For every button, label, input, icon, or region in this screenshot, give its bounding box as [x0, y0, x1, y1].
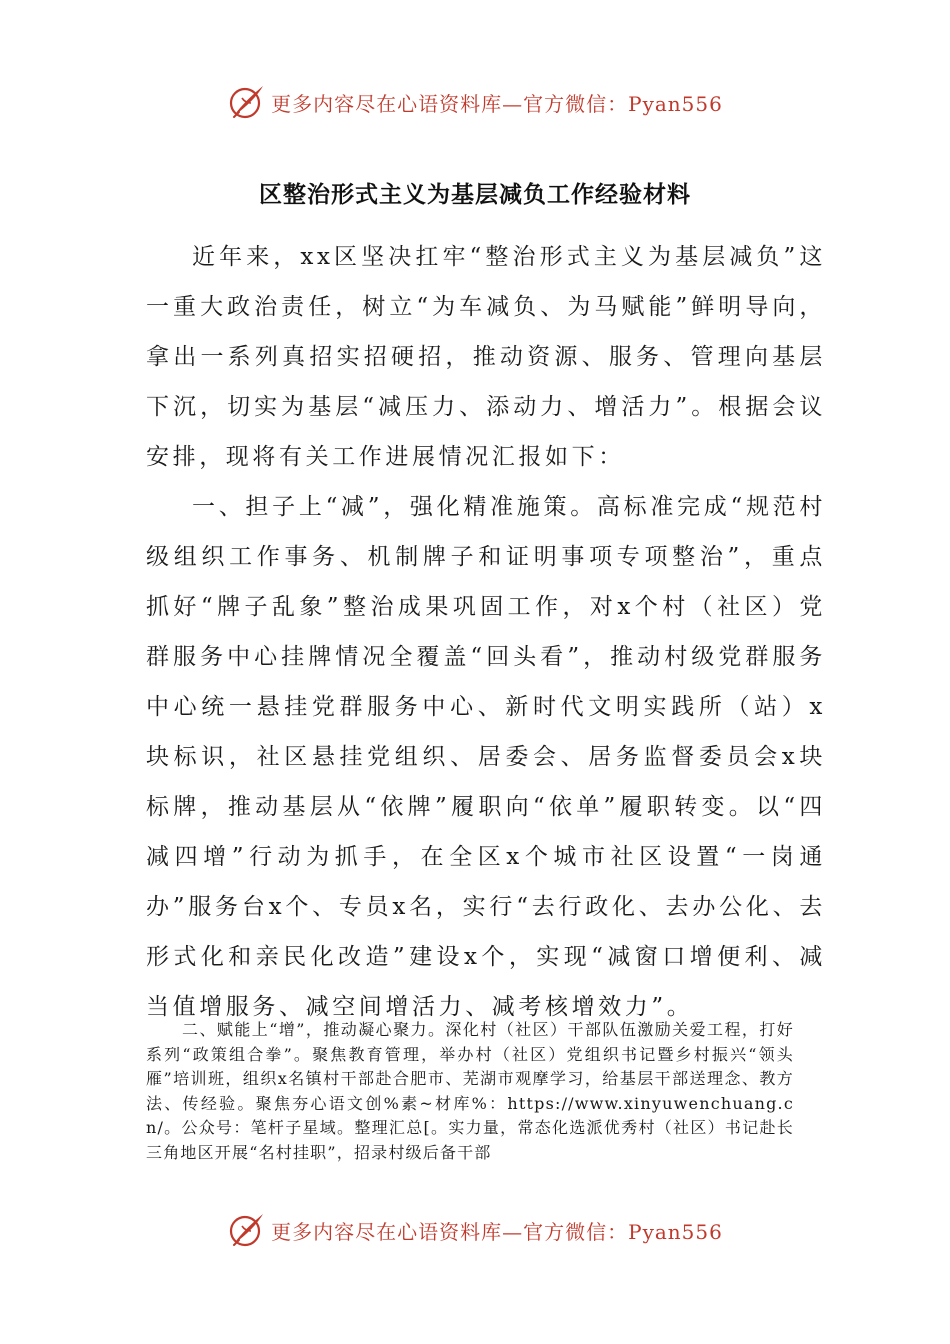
quill-pen-logo-icon [227, 82, 267, 122]
header-banner-text: 更多内容尽在心语资料库—官方微信：Pyan556 [271, 91, 723, 116]
footer-banner-text: 更多内容尽在心语资料库—官方微信：Pyan556 [271, 1219, 723, 1244]
section-one-paragraph: 一、担子上“减”，强化精准施策。高标准完成“规范村级组织工作事务、机制牌子和证明事项专项整治”，重点抓好“牌子乱象”整治成果巩固工作，对x个村（社区）党群服务中心挂牌情况全覆盖“回头看”，推动村级党群服务中心统一悬挂党群服务中心、新时代文明实践所（站）x块标识，社区悬挂党组织、居委会、居务监督委员会x块标牌，推动基层从“依牌”履职向“依单”履职转变。以“四减四增”行动为抓手，在全区x个城市社区设置“一岗通办”服务台x个、专员x名，实行“去行政化、去办公化、去形式化和亲民化改造”建设x个，实现“减窗口增便利、减当值增服务、减空间增活力、减考核增效力”。 [146, 494, 826, 1020]
intro-paragraph: 近年来，xx区坚决扛牢“整治形式主义为基层减负”这一重大政治责任，树立“为车减负、为马赋能”鲜明导向，拿出一系列真招实招硬招，推动资源、服务、管理向基层下沉，切实为基层“减压力、添动力、增活力”。根据会议安排，现将有关工作进展情况汇报如下： [146, 244, 826, 470]
header-banner [0, 80, 950, 124]
footer-banner [0, 1208, 950, 1252]
quill-pen-logo-icon [227, 1210, 267, 1250]
document-title: 区整治形式主义为基层减负工作经验材料 [259, 182, 691, 208]
document-body [146, 232, 826, 1032]
section-two-paragraph: 二、赋能上“增”，推动凝心聚力。深化村（社区）干部队伍激励关爱工程，打好系列“政策组合拳”。聚焦教育管理，举办村（社区）党组织书记暨乡村振兴“领头雁”培训班，组织x名镇村干部赴合肥市、芜湖市观摩学习，给基层干部送理念、教方法、传经验。聚焦夯心语文创%素~材库%：https://www.xinyuwenchuang.cn/。公众号：笔杆子星域。整理汇总[。实力量，常态化选派优秀村（社区）书记赴长三角地区开展“名村挂职”，招录村级后备干部 [146, 1020, 794, 1162]
